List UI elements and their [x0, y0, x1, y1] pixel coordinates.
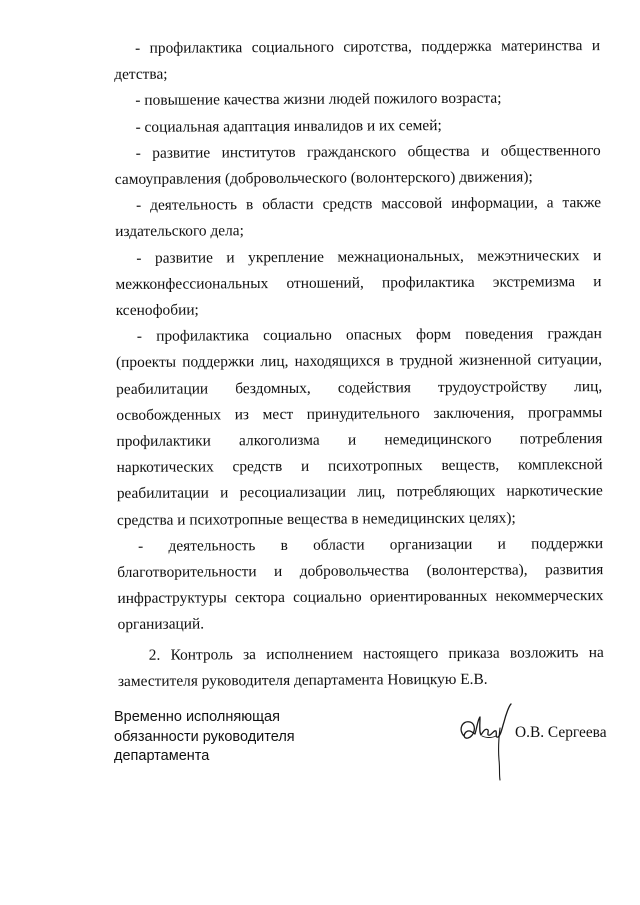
signer-position-line: департамента	[114, 748, 210, 764]
list-item: - деятельность в области средств массовой информации, а также издательского дела;	[115, 194, 602, 241]
list-item: - социальная адаптация инвалидов и их семей;	[135, 116, 442, 136]
list-item: - развитие и укрепление межнациональных, межэтнических и межконфессиональных отношений, профилактика экстремизма и ксенофобии;	[115, 246, 602, 320]
signer-position-line: обязанности руководителя	[114, 728, 295, 745]
document-body	[114, 33, 604, 695]
signer-name: О.В. Сергеева	[515, 724, 607, 741]
signature-block	[114, 708, 607, 788]
list-item: - развитие институтов гражданского общества и общественного самоуправления (добровольческого (волонтерского) движения);	[114, 141, 601, 189]
order-item-control: 2. Контроль за исполнением настоящего приказа возложить на заместителя руководителя департамента Новицкую Е.В.	[117, 643, 604, 690]
list-item: - профилактика социального сиротства, поддержка материнства и детства;	[114, 37, 601, 84]
list-item: - повышение качества жизни людей пожилого возраста;	[135, 90, 502, 110]
signer-position-line: Временно исполняющая	[114, 709, 280, 725]
handwritten-signature	[456, 702, 514, 784]
list-item: - деятельность в области организации и поддержки благотворительности и добровольчества (волонтерства), развития инфраструктуры сектора социально ориентированных некоммерческих организаций.	[117, 534, 604, 634]
list-item: - профилактика социально опасных форм поведения граждан (проекты поддержки лиц, находящихся в трудной жизненной ситуации, реабилитации бездомных, содействия трудоустройству лиц, освобожденных из мест принудительного заключения, программы профилактики алкоголизма и немедицинского потребления наркотических средств и психотропных веществ, комплексной реабилитации и ресоциализации лиц, потребляющих наркотические средства и психотропные вещества в немедицинских целях);	[115, 325, 603, 529]
signer-position	[114, 708, 334, 767]
